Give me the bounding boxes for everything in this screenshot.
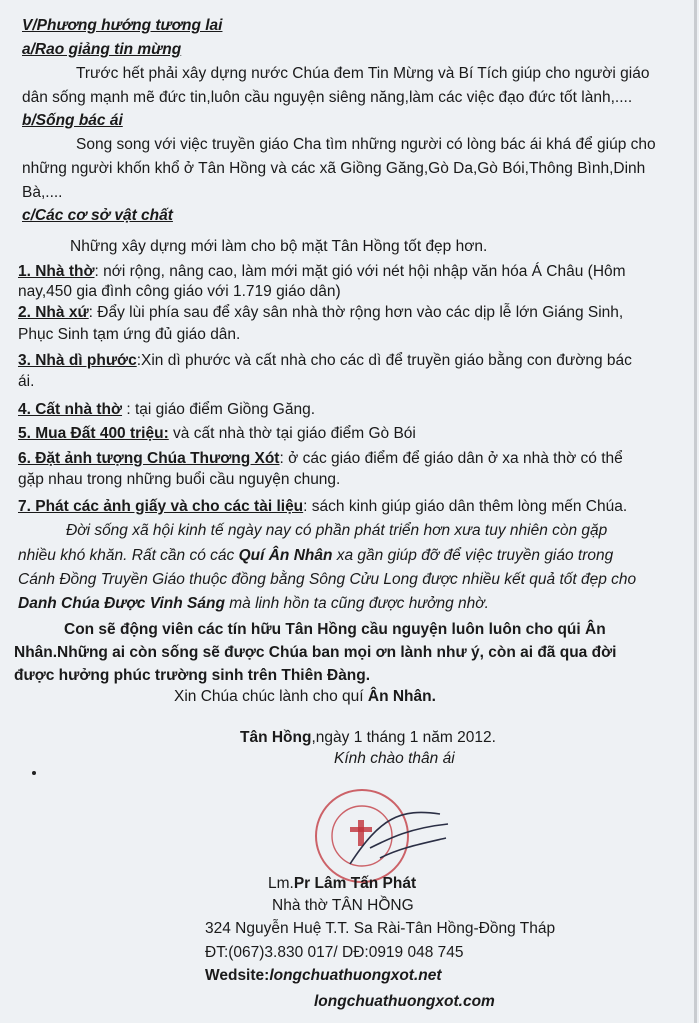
item-3-label: 3. Nhà dì phước xyxy=(18,352,137,369)
section-a-text-2: dân sống mạnh mẽ đức tin,luôn cầu nguyện siêng năng,làm các việc đạo đức tốt lành,.... xyxy=(22,89,633,106)
item-1-label: 1. Nhà thờ xyxy=(18,263,95,280)
item-5-text: và cất nhà thờ tại giáo điểm Gò Bói xyxy=(168,425,416,442)
closing-p1-4b: mà linh hồn ta cũng được hưởng nhờ. xyxy=(224,595,489,612)
closing-p1-4a: Danh Chúa Được Vinh Sáng xyxy=(18,595,225,612)
item-2 xyxy=(18,303,623,322)
church-name: Nhà thờ TÂN HỒNG xyxy=(272,897,414,914)
priest-fullname: Pr Lâm Tấn Phát xyxy=(293,875,417,892)
item-7-label: 7. Phát các ảnh giấy và cho các tài liệu xyxy=(18,498,304,515)
item-2-cont: Phục Sinh tạm ứng đủ giáo dân. xyxy=(18,326,241,343)
section-b-text-1: Song song với việc truyền giáo Cha tìm những người có lòng bác ái khá để giúp cho xyxy=(76,136,656,153)
item-7 xyxy=(18,497,627,516)
date-text: ,ngày 1 tháng 1 năm 2012. xyxy=(311,729,496,746)
section-a-text-1: Trước hết phải xây dựng nước Chúa đem Tin Mừng và Bí Tích giúp cho người giáo xyxy=(76,65,650,82)
phone-line: ĐT:(067)3.830 017/ DĐ:0919 048 745 xyxy=(205,944,464,961)
item-3-cont: ái. xyxy=(18,373,35,390)
priest-prefix: Lm. xyxy=(268,875,294,892)
item-6-text: : ở các giáo điểm để giáo dân ở xa nhà thờ có thể xyxy=(279,450,623,467)
section-c-text: Những xây dựng mới làm cho bộ mặt Tân Hồng tốt đẹp hơn. xyxy=(70,238,488,255)
item-3-text: :Xin dì phước và cất nhà cho các dì để truyền giáo bằng con đường bác xyxy=(136,352,632,369)
closing-p1-line4 xyxy=(18,594,489,613)
item-6 xyxy=(18,449,623,468)
seal-stamp xyxy=(310,778,450,888)
section-b-text-2: những người khốn khổ ở Tân Hồng và các xã Giồng Găng,Gò Da,Gò Bói,Thông Bình,Dinh xyxy=(22,160,646,177)
website-line xyxy=(205,966,442,985)
item-3 xyxy=(18,351,632,370)
blessing xyxy=(174,687,436,706)
section-b-title: b/Sống bác ái xyxy=(22,112,123,129)
item-6-label: 6. Đặt ảnh tượng Chúa Thương Xót xyxy=(18,450,280,467)
item-1-cont: nay,450 gia đình công giáo với 1.719 giáo dân) xyxy=(18,283,341,300)
section-v-title: V/Phương hướng tương lai xyxy=(22,17,223,34)
closing-p1-2c: xa gần giúp đỡ để việc truyền giáo trong xyxy=(332,547,614,564)
closing-p1-2b: Quí Ân Nhân xyxy=(238,547,333,564)
item-4-label: 4. Cất nhà thờ xyxy=(18,401,123,418)
item-4 xyxy=(18,400,315,419)
item-7-text: : sách kinh giúp giáo dân thêm lòng mến Chúa. xyxy=(303,498,628,515)
priest-name xyxy=(268,874,416,893)
item-6-cont: gặp nhau trong những buổi cầu nguyện chung. xyxy=(18,471,341,488)
website-1[interactable]: longchuathuongxot.net xyxy=(269,967,442,984)
blessing-a: Xin Chúa chúc lành cho quí xyxy=(174,688,368,705)
item-5 xyxy=(18,424,416,443)
item-1 xyxy=(18,262,626,281)
closing-p1-2a: nhiều khó khăn. Rất cần có các xyxy=(18,547,239,564)
item-5-label: 5. Mua Đất 400 triệu: xyxy=(18,425,169,442)
item-2-label: 2. Nhà xứ xyxy=(18,304,89,321)
closing-p2-line2: Nhân.Những ai còn sống sẽ được Chúa ban mọi ơn lành như ý, còn ai đã qua đời xyxy=(14,644,617,661)
section-c-title: c/Các cơ sở vật chất xyxy=(22,207,173,224)
item-2-text: : Đẩy lùi phía sau để xây sân nhà thờ rộng hơn vào các dịp lễ lớn Giáng Sinh, xyxy=(88,304,624,321)
greeting: Kính chào thân ái xyxy=(334,750,455,767)
item-1-text: : nới rộng, nâng cao, làm mới mặt gió với nét hội nhập văn hóa Á Châu (Hôm xyxy=(94,263,626,280)
scan-edge xyxy=(694,0,697,1023)
closing-p2-line3: được hưởng phúc trường sinh trên Thiên Đàng. xyxy=(14,667,371,684)
church-address: 324 Nguyễn Huệ T.T. Sa Rài-Tân Hồng-Đồng Tháp xyxy=(205,920,556,937)
website-2[interactable]: longchuathuongxot.com xyxy=(314,993,495,1010)
item-4-text: : tại giáo điểm Giồng Găng. xyxy=(122,401,316,418)
section-b-text-3: Bà,.... xyxy=(22,184,63,201)
closing-p1-line3: Cánh Đồng Truyền Giáo thuộc đồng bằng Sông Cửu Long được nhiều kết quả tốt đẹp cho xyxy=(18,571,637,588)
closing-p1-line2 xyxy=(18,546,613,565)
closing-p1-line1: Đời sống xã hội kinh tế ngày nay có phần phát triển hơn xưa tuy nhiên còn gặp xyxy=(66,522,608,539)
blessing-b: Ân Nhân. xyxy=(367,688,436,705)
closing-p2-line1: Con sẽ động viên các tín hữu Tân Hồng cầu nguyện luôn luôn cho qúi Ân xyxy=(64,621,606,638)
website-label: Wedsite: xyxy=(205,967,270,984)
stray-dot xyxy=(32,771,36,775)
date-line xyxy=(240,728,496,747)
section-a-title: a/Rao giảng tin mừng xyxy=(22,41,182,58)
date-place: Tân Hồng xyxy=(240,729,312,746)
